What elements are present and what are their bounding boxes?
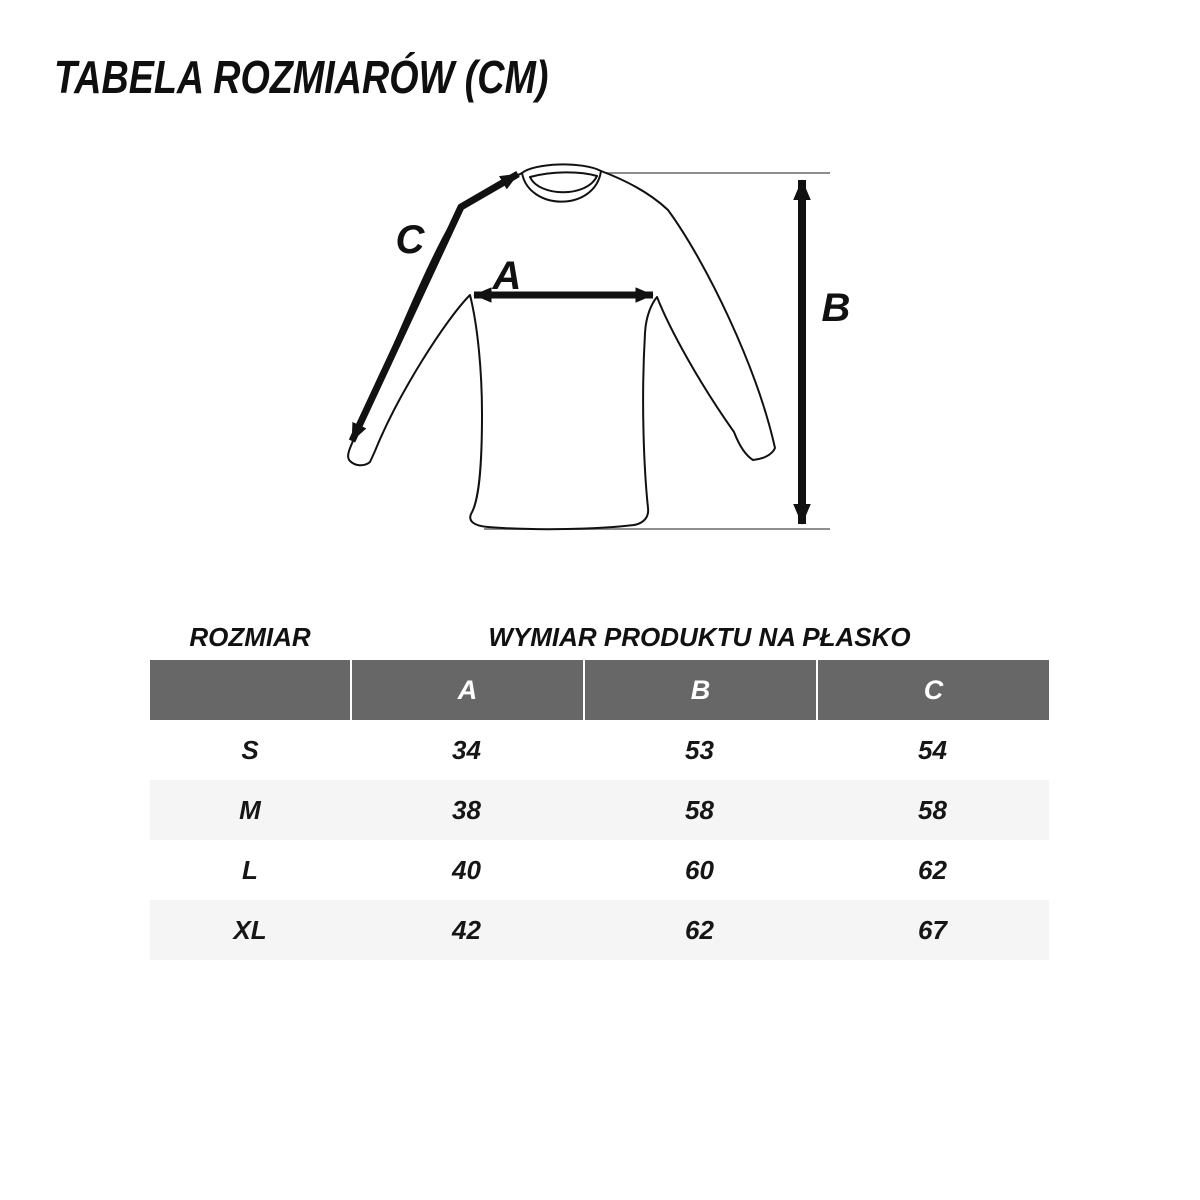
value-cell: 58 xyxy=(685,794,714,825)
size-cell: S xyxy=(241,734,259,765)
value-cell: 67 xyxy=(918,914,947,945)
size-column-title: ROZMIAR xyxy=(189,622,311,652)
header-cell-b: B xyxy=(583,660,816,720)
value-cell: 54 xyxy=(918,734,947,765)
label-sleeve: C xyxy=(395,218,425,262)
table-row xyxy=(150,780,1049,840)
header-cell-a: A xyxy=(350,660,583,720)
measurements-title: WYMIAR PRODUKTU NA PŁASKO xyxy=(488,622,911,652)
table-row xyxy=(150,840,1049,900)
table-header-row xyxy=(150,660,1049,720)
table-row xyxy=(150,720,1049,780)
value-cell: 60 xyxy=(685,854,714,885)
table-section-labels xyxy=(150,620,1049,654)
value-cell: 62 xyxy=(685,914,714,945)
label-length: B xyxy=(821,286,851,330)
value-cell: 38 xyxy=(452,794,481,825)
size-cell: M xyxy=(239,794,261,825)
value-cell: 53 xyxy=(685,734,714,765)
header-cell-c: C xyxy=(816,660,1049,720)
value-cell: 40 xyxy=(452,854,481,885)
size-table xyxy=(150,660,1049,960)
value-cell: 34 xyxy=(452,734,481,765)
value-cell: 42 xyxy=(452,914,481,945)
table-row xyxy=(150,900,1049,960)
label-chest-width: A xyxy=(492,254,522,298)
size-cell: XL xyxy=(233,914,267,945)
size-cell: L xyxy=(242,854,258,885)
value-cell: 58 xyxy=(918,794,947,825)
value-cell: 62 xyxy=(918,854,947,885)
header-cell-empty xyxy=(150,660,350,720)
page-title: TABELA ROZMIARÓW (CM) xyxy=(54,51,549,103)
